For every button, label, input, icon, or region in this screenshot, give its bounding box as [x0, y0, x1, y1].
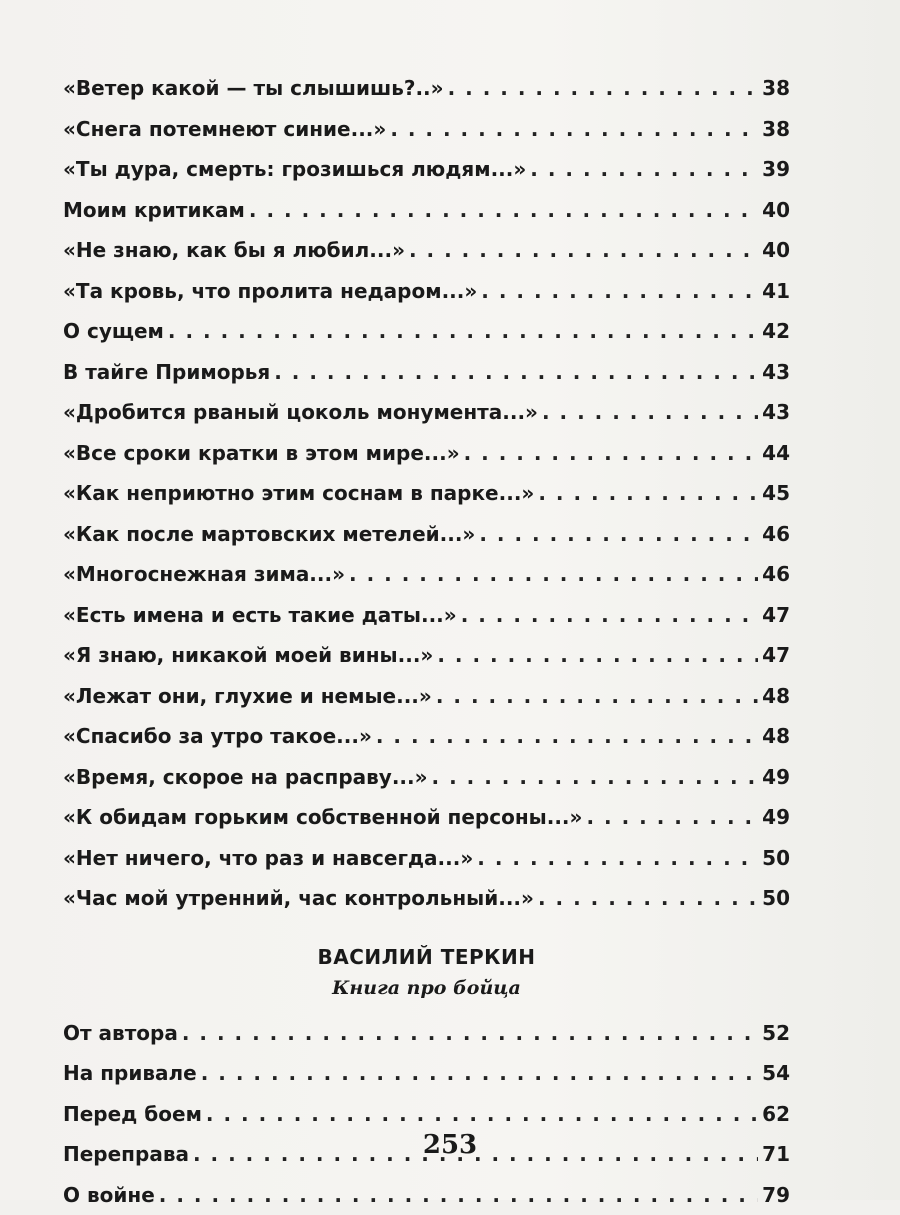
toc-entry-page: 48 [762, 716, 790, 757]
toc-entry-title: В тайге Приморья [63, 352, 270, 393]
dot-leader [182, 1013, 758, 1054]
dot-leader [376, 716, 758, 757]
toc-entry-title: «Многоснежная зима...» [63, 554, 345, 595]
dot-leader [464, 433, 759, 474]
toc-entry [63, 676, 790, 717]
toc-entry [63, 473, 790, 514]
toc-entry [63, 433, 790, 474]
toc-entry [63, 1053, 790, 1094]
dot-leader [479, 514, 758, 555]
toc-entry [63, 554, 790, 595]
toc-entry [63, 838, 790, 879]
dot-leader [477, 838, 758, 879]
toc-entry [63, 878, 790, 919]
toc-entry [63, 230, 790, 271]
toc-entry-title: Перед боем [63, 1094, 202, 1135]
toc-entry [63, 635, 790, 676]
toc-entry-title: «Есть имена и есть такие даты...» [63, 595, 457, 636]
toc-entry-title: «Спасибо за утро такое...» [63, 716, 372, 757]
dot-leader [542, 392, 758, 433]
toc-entry-page: 49 [762, 797, 790, 838]
dot-leader [201, 1053, 758, 1094]
toc-entry-title: «Не знаю, как бы я любил...» [63, 230, 405, 271]
dot-leader [432, 757, 759, 798]
toc-entry-page: 45 [762, 473, 790, 514]
toc-entry [63, 1094, 790, 1135]
chapter-list [63, 1013, 790, 1215]
toc-entry-page: 41 [762, 271, 790, 312]
toc-entry-title: «Та кровь, что пролита недаром...» [63, 271, 477, 312]
toc-entry-title: «Час мой утренний, час контрольный...» [63, 878, 534, 919]
toc-entry [63, 392, 790, 433]
toc-entry-page: 50 [762, 838, 790, 879]
page-number: 253 [0, 1130, 900, 1160]
toc-entry-title: «Как неприютно этим соснам в парке...» [63, 473, 534, 514]
toc-entry-title: «Ты дура, смерть: грозишься людям...» [63, 149, 526, 190]
toc-entry [63, 352, 790, 393]
toc-entry [63, 595, 790, 636]
toc-entry-page: 44 [762, 433, 790, 474]
toc-entry [63, 109, 790, 150]
toc-entry-page: 52 [762, 1013, 790, 1054]
toc-entry-title: «Нет ничего, что раз и навсегда...» [63, 838, 473, 879]
toc-entry-page: 46 [762, 514, 790, 555]
toc-entry-page: 49 [762, 757, 790, 798]
toc-entry-page: 62 [762, 1094, 790, 1135]
toc-entry [63, 514, 790, 555]
toc-entry [63, 716, 790, 757]
section-title: ВАСИЛИЙ ТЕРКИН [63, 941, 790, 973]
toc-entry-title: «Все сроки кратки в этом мире...» [63, 433, 460, 474]
toc-entry-page: 50 [762, 878, 790, 919]
toc-entry-page: 38 [762, 109, 790, 150]
toc-entry-title: «Снега потемнеют синие...» [63, 109, 386, 150]
dot-leader [448, 68, 759, 109]
dot-leader [274, 352, 758, 393]
dot-leader [530, 149, 758, 190]
dot-leader [249, 190, 758, 231]
poem-list [63, 68, 790, 919]
dot-leader [168, 311, 758, 352]
toc-entry-page: 43 [762, 392, 790, 433]
toc-entry-page: 40 [762, 230, 790, 271]
toc-entry [63, 1013, 790, 1054]
toc-entry-page: 79 [762, 1175, 790, 1215]
dot-leader [461, 595, 758, 636]
toc-entry-title: «Как после мартовских метелей...» [63, 514, 475, 555]
dot-leader [437, 635, 758, 676]
toc-entry-title: «Лежат они, глухие и немые...» [63, 676, 432, 717]
toc-entry-page: 46 [762, 554, 790, 595]
toc-entry-page: 43 [762, 352, 790, 393]
toc-entry-title: Переправа [63, 1134, 189, 1175]
dot-leader [481, 271, 758, 312]
section-subtitle: Книга про бойца [63, 973, 790, 1003]
table-of-contents [63, 68, 790, 1215]
toc-entry-title: «Время, скорое на расправу...» [63, 757, 428, 798]
toc-entry-page: 40 [762, 190, 790, 231]
dot-leader [538, 473, 758, 514]
toc-entry-page: 47 [762, 635, 790, 676]
toc-entry-title: Моим критикам [63, 190, 245, 231]
toc-entry-title: «Я знаю, никакой моей вины...» [63, 635, 433, 676]
dot-leader [538, 878, 758, 919]
toc-entry [63, 149, 790, 190]
toc-entry [63, 757, 790, 798]
toc-entry-title: От автора [63, 1013, 178, 1054]
toc-entry-page: 38 [762, 68, 790, 109]
toc-entry [63, 68, 790, 109]
toc-entry-page: 54 [762, 1053, 790, 1094]
toc-entry-title: «Дробится рваный цоколь монумента...» [63, 392, 538, 433]
section-heading [63, 941, 790, 1003]
dot-leader [349, 554, 758, 595]
dot-leader [159, 1175, 758, 1215]
toc-entry [63, 797, 790, 838]
toc-entry [63, 190, 790, 231]
dot-leader [206, 1094, 758, 1135]
toc-entry-title: О сущем [63, 311, 164, 352]
dot-leader [436, 676, 758, 717]
toc-entry [63, 311, 790, 352]
toc-entry-title: О войне [63, 1175, 155, 1215]
dot-leader [390, 109, 758, 150]
dot-leader [409, 230, 758, 271]
toc-entry [63, 271, 790, 312]
dot-leader [586, 797, 758, 838]
toc-entry-title: На привале [63, 1053, 197, 1094]
toc-entry-page: 39 [762, 149, 790, 190]
toc-entry [63, 1175, 790, 1215]
toc-entry-page: 71 [762, 1134, 790, 1175]
toc-entry-page: 42 [762, 311, 790, 352]
toc-entry-page: 47 [762, 595, 790, 636]
toc-entry-title: «К обидам горьким собственной персоны...» [63, 797, 582, 838]
toc-entry-page: 48 [762, 676, 790, 717]
toc-entry-title: «Ветер какой — ты слышишь?..» [63, 68, 444, 109]
